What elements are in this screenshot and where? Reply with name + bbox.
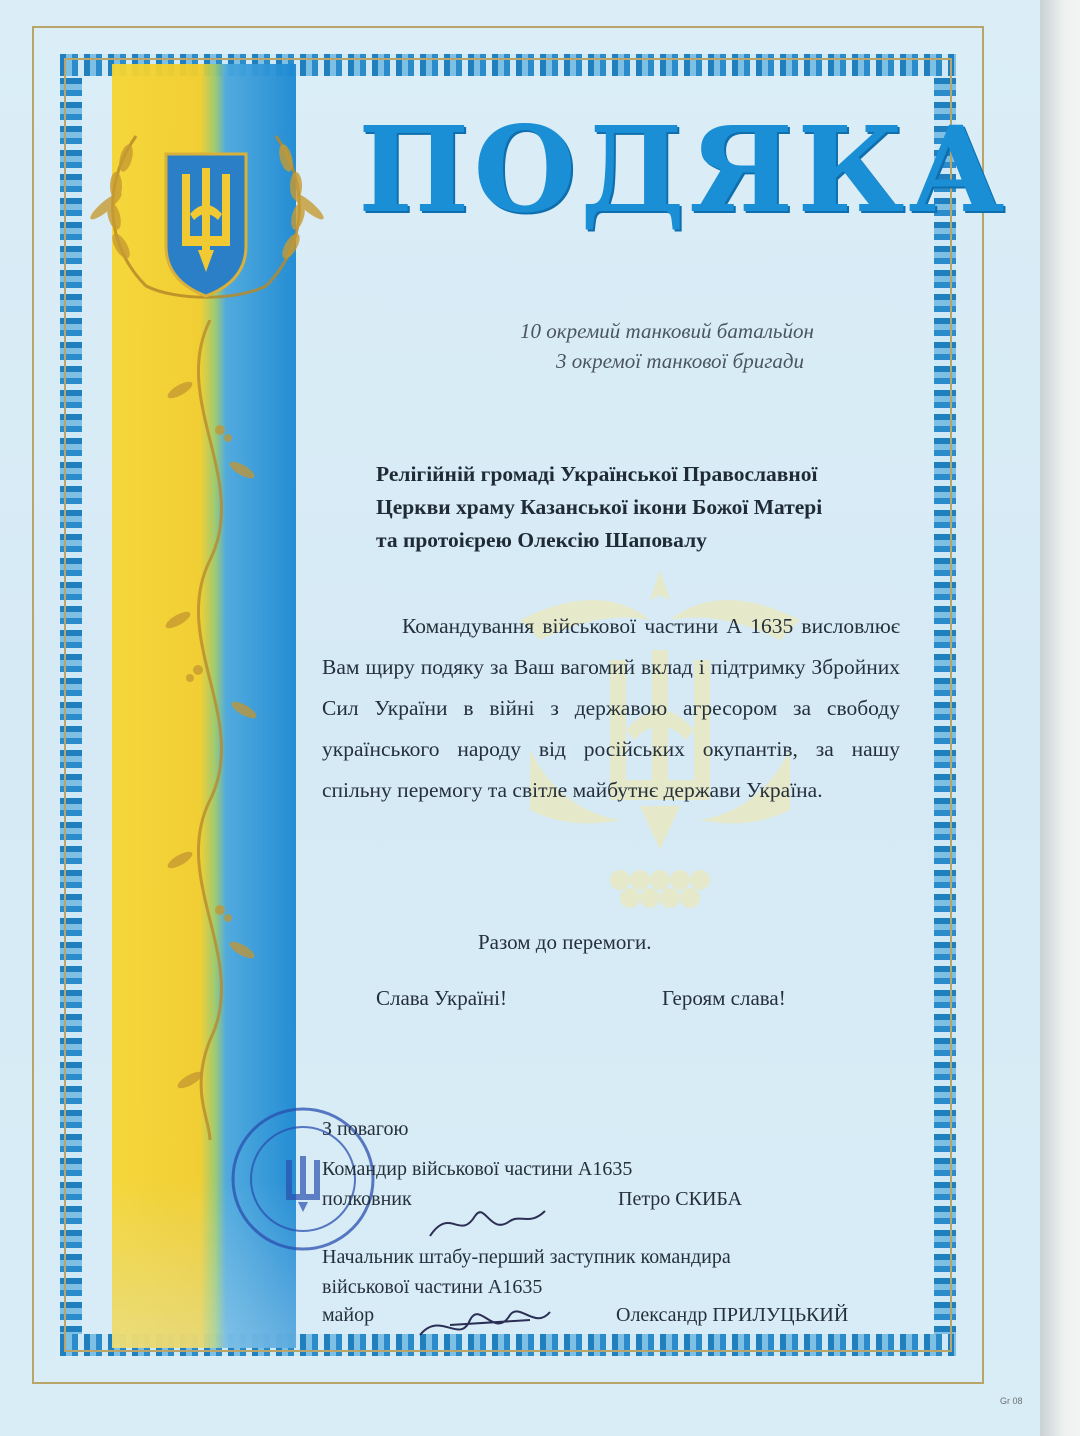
issuing-unit xyxy=(520,316,910,376)
gratitude-text: Командування військової частини А 1635 висловлює Вам щиру подяку за Ваш вагомий вклад і підтримку Збройних Сил України в війні з державою агресором за свободу українського народу від російських окупантів, за нашу спільну перемогу та світле майбутнє держави Україна. xyxy=(322,614,900,802)
issuing-unit-line: 10 окремий танковий батальйон xyxy=(520,319,814,343)
recipient-line: та протоієрею Олексію Шаповалу xyxy=(376,528,707,552)
issuing-unit-line: 3 окремої танкової бригади xyxy=(556,349,805,373)
recipient-block xyxy=(376,458,916,557)
commander-title: Командир військової частини А1635 xyxy=(322,1158,633,1180)
paper-edge xyxy=(1040,0,1080,1436)
recipient-line: Релігійній громаді Української Православної xyxy=(376,462,818,486)
closing-glory-ukraine: Слава Україні! xyxy=(376,986,507,1010)
footer-code: Gr 08 xyxy=(1000,1396,1023,1406)
chief-of-staff-title: Начальник штабу-перший заступник командира xyxy=(322,1246,731,1268)
closing-glory-heroes: Героям слава! xyxy=(662,986,786,1010)
document-title: ПОДЯКА xyxy=(358,100,1009,239)
golden-vine-ornament xyxy=(150,320,270,1140)
recipient-line: Церкви храму Казанської ікони Божої Матері xyxy=(376,495,823,519)
chief-of-staff-title-2: військової частини А1635 xyxy=(322,1276,543,1298)
commander-signature xyxy=(420,1196,550,1246)
chief-of-staff-signature xyxy=(410,1290,560,1350)
coat-of-arms-wreath-icon xyxy=(86,96,326,316)
commander-name: Петро СКИБА xyxy=(618,1188,743,1210)
closing-together: Разом до перемоги. xyxy=(478,930,652,954)
chief-of-staff-rank: майор xyxy=(322,1304,375,1326)
chief-of-staff-name: Олександр ПРИЛУЦЬКИЙ xyxy=(616,1304,849,1326)
commander-rank: полковник xyxy=(322,1188,412,1210)
respect-line: З повагою xyxy=(322,1118,409,1140)
